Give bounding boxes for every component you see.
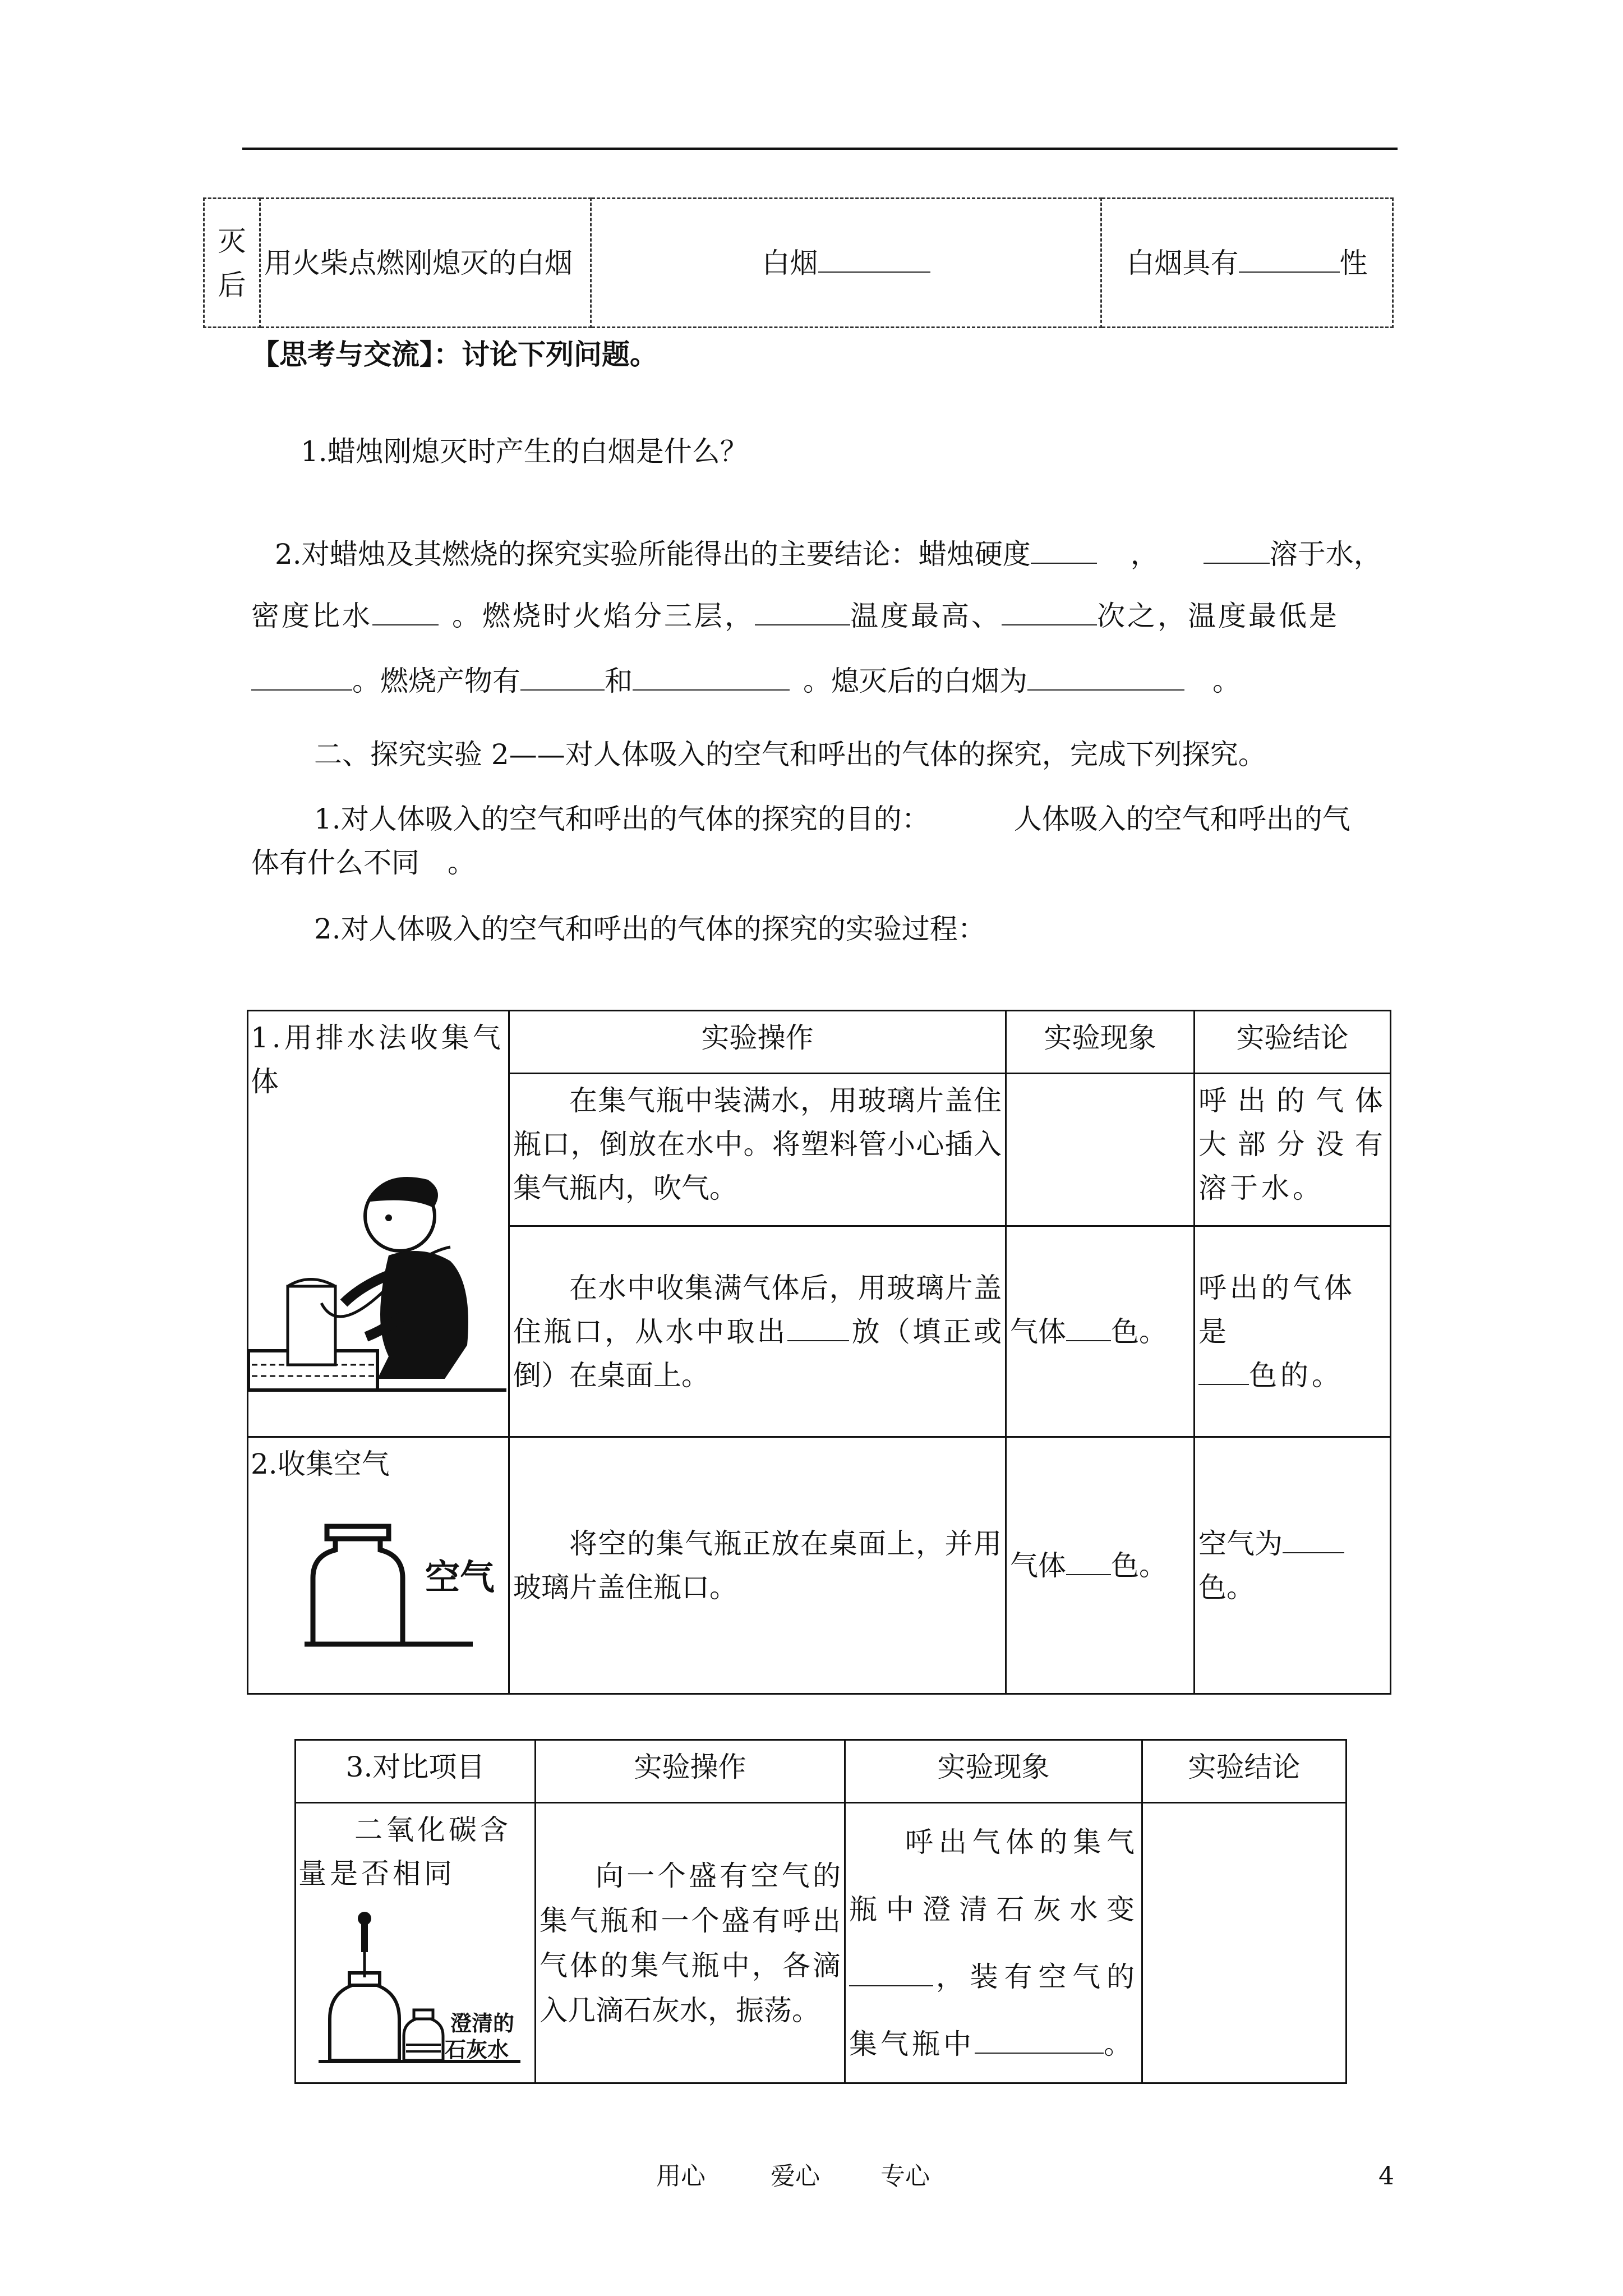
fill-blank[interactable] xyxy=(1198,1359,1249,1385)
conclusion-prefix: 白烟具有 xyxy=(1126,246,1239,279)
row1a-phenomenon xyxy=(1006,1074,1195,1226)
fill-blank[interactable] xyxy=(975,2028,1104,2054)
fill-blank[interactable] xyxy=(1031,538,1097,564)
phen-text: ，装有空气的集气瓶中 xyxy=(849,1960,1138,2060)
footer-motto-2: 爱心 xyxy=(771,2162,820,2191)
q2-text: 。燃烧时火焰分三层， xyxy=(452,600,755,632)
row1b-op-text: 在水中收集满气体后，用玻璃片盖住瓶口，从水中取出 xyxy=(513,1271,1002,1348)
row2-phen-text: 气体 xyxy=(1010,1549,1066,1582)
section2-p1-line2 xyxy=(251,846,476,880)
row1b-conc-text: 色的。 xyxy=(1249,1359,1343,1392)
row1b-conc-text: 呼出的气体是 xyxy=(1198,1271,1355,1348)
q2-text: 温度最高、 xyxy=(850,600,1002,632)
top-table-phenomenon xyxy=(591,199,1101,328)
row2-phen-text: 色。 xyxy=(1111,1549,1167,1582)
q2-text: 。 xyxy=(1212,665,1241,697)
question-2-line-1 xyxy=(275,537,1382,571)
row2-conc-text: 空气为 xyxy=(1198,1527,1283,1560)
row1b-conclusion xyxy=(1195,1226,1391,1437)
q2-text: 和 xyxy=(605,665,633,697)
q2-text: 2.对蜡烛及其燃烧的探究实验所能得出的主要结论：蜡烛硬度 xyxy=(275,538,1031,570)
row2-conc-text: 色。 xyxy=(1198,1571,1255,1604)
comparison-table xyxy=(294,1739,1347,2084)
fill-blank[interactable] xyxy=(787,1315,849,1341)
fill-blank[interactable] xyxy=(372,600,439,625)
footer-motto-1: 用心 xyxy=(656,2162,706,2191)
row2-phenomenon xyxy=(1006,1437,1195,1694)
discussion-heading: 【思考与交流】：讨论下列问题。 xyxy=(251,338,658,371)
row2-label-cell xyxy=(248,1437,509,1694)
fill-blank[interactable] xyxy=(633,665,790,691)
row2-operation: 将空的集气瓶正放在桌面上，并用玻璃片盖住瓶口。 xyxy=(509,1437,1006,1694)
p1-text: 人体吸入的空气和呼出的气 xyxy=(1013,803,1350,835)
top-table xyxy=(203,197,1394,328)
question-2-line-2 xyxy=(251,599,1339,633)
header-conclusion: 实验结论 xyxy=(1195,1011,1391,1074)
row1b-phenomenon xyxy=(1006,1226,1195,1437)
fill-blank[interactable] xyxy=(755,600,850,625)
phen-text: 。 xyxy=(1104,2027,1135,2060)
header-rule xyxy=(242,148,1398,150)
experiment-table xyxy=(247,1010,1391,1695)
question-2-line-3 xyxy=(251,664,1241,698)
row2-conclusion xyxy=(1195,1437,1391,1694)
q2-text: 。熄灭后的白烟为 xyxy=(803,665,1027,697)
fill-blank[interactable] xyxy=(1066,1315,1111,1341)
section2-p1-line1 xyxy=(314,802,1350,836)
row1a-conclusion: 呼出的气体大部分没有溶于水。 xyxy=(1195,1074,1391,1226)
fill-blank[interactable] xyxy=(251,665,352,691)
phenomenon-prefix: 白烟 xyxy=(762,246,818,279)
question-1: 1.蜡烛刚熄灭时产生的白烟是什么？ xyxy=(301,435,748,468)
fill-blank[interactable] xyxy=(818,247,930,273)
page-number: 4 xyxy=(1378,2162,1394,2191)
svg-text:澄清的: 澄清的 xyxy=(450,2011,515,2036)
comparison-phenomenon xyxy=(845,1803,1142,2083)
row1b-op-text: 放（填正或倒）在桌面上。 xyxy=(513,1315,1002,1392)
fill-blank[interactable] xyxy=(520,665,605,691)
section2-title: 二、探究实验 2——对人体吸入的空气和呼出的气体的探究，完成下列探究。 xyxy=(314,738,1266,771)
q2-text: ， xyxy=(1130,538,1159,570)
p1-text: 体有什么不同 xyxy=(251,846,419,879)
limewater-bottles-icon xyxy=(319,1910,520,2073)
row1b-operation xyxy=(509,1226,1006,1437)
col1-bottom-text: 后 xyxy=(218,268,246,301)
header-operation: 实验操作 xyxy=(509,1011,1006,1074)
col1-top-text: 灭 xyxy=(218,224,246,257)
p1-text: 。 xyxy=(448,846,476,879)
q2-text: 。燃烧产物有 xyxy=(352,665,520,697)
person-blowing-icon xyxy=(248,1157,506,1393)
fill-blank[interactable] xyxy=(1027,665,1184,691)
footer-motto-3: 专心 xyxy=(880,2162,930,2191)
row1-label-cell xyxy=(248,1011,509,1437)
row1b-phen-text: 色。 xyxy=(1111,1315,1167,1348)
header-item: 3.对比项目 xyxy=(296,1740,536,1803)
row1b-phen-text: 气体 xyxy=(1010,1315,1066,1348)
phen-text: 呼出气体的集气瓶中澄清石灰水变 xyxy=(849,1825,1138,1926)
item-text: 二氧化碳含量是否相同 xyxy=(298,1814,511,1890)
fill-blank[interactable] xyxy=(1239,247,1340,273)
fill-blank[interactable] xyxy=(1204,538,1270,564)
header-phenomenon: 实验现象 xyxy=(1006,1011,1195,1074)
row1a-operation: 在集气瓶中装满水，用玻璃片盖住瓶口，倒放在水中。将塑料管小心插入集气瓶内，吹气。 xyxy=(509,1074,1006,1226)
comparison-conclusion xyxy=(1142,1803,1347,2083)
header-phenomenon: 实验现象 xyxy=(845,1740,1142,1803)
fill-blank[interactable] xyxy=(1066,1549,1111,1575)
p1-text: 1.对人体吸入的空气和呼出的气体的探究的目的： xyxy=(314,803,930,835)
q2-text: 密度比水 xyxy=(251,600,372,632)
row1-label: 1.用排水法收集气体 xyxy=(251,1022,504,1098)
fill-blank[interactable] xyxy=(1283,1527,1344,1553)
q2-text: 溶于水， xyxy=(1269,538,1382,570)
header-operation: 实验操作 xyxy=(536,1740,845,1803)
top-table-conclusion xyxy=(1101,199,1393,328)
item-cell xyxy=(296,1803,536,2083)
row2-label: 2.收集空气 xyxy=(251,1448,390,1480)
top-table-col1 xyxy=(204,199,260,328)
conclusion-suffix: 性 xyxy=(1339,246,1368,279)
q2-text: 次之，温度最低是 xyxy=(1097,600,1339,632)
svg-text:石灰水: 石灰水 xyxy=(445,2037,509,2062)
top-table-operation: 用火柴点燃刚熄灭的白烟 xyxy=(260,199,591,328)
fill-blank[interactable] xyxy=(849,1961,933,1986)
air-jar-icon xyxy=(305,1522,495,1657)
header-conclusion: 实验结论 xyxy=(1142,1740,1347,1803)
fill-blank[interactable] xyxy=(1002,600,1097,625)
comparison-operation: 向一个盛有空气的集气瓶和一个盛有呼出气体的集气瓶中，各滴入几滴石灰水，振荡。 xyxy=(536,1803,845,2083)
section2-p2: 2.对人体吸入的空气和呼出的气体的探究的实验过程： xyxy=(314,913,986,945)
svg-text:空气: 空气 xyxy=(425,1557,495,1598)
